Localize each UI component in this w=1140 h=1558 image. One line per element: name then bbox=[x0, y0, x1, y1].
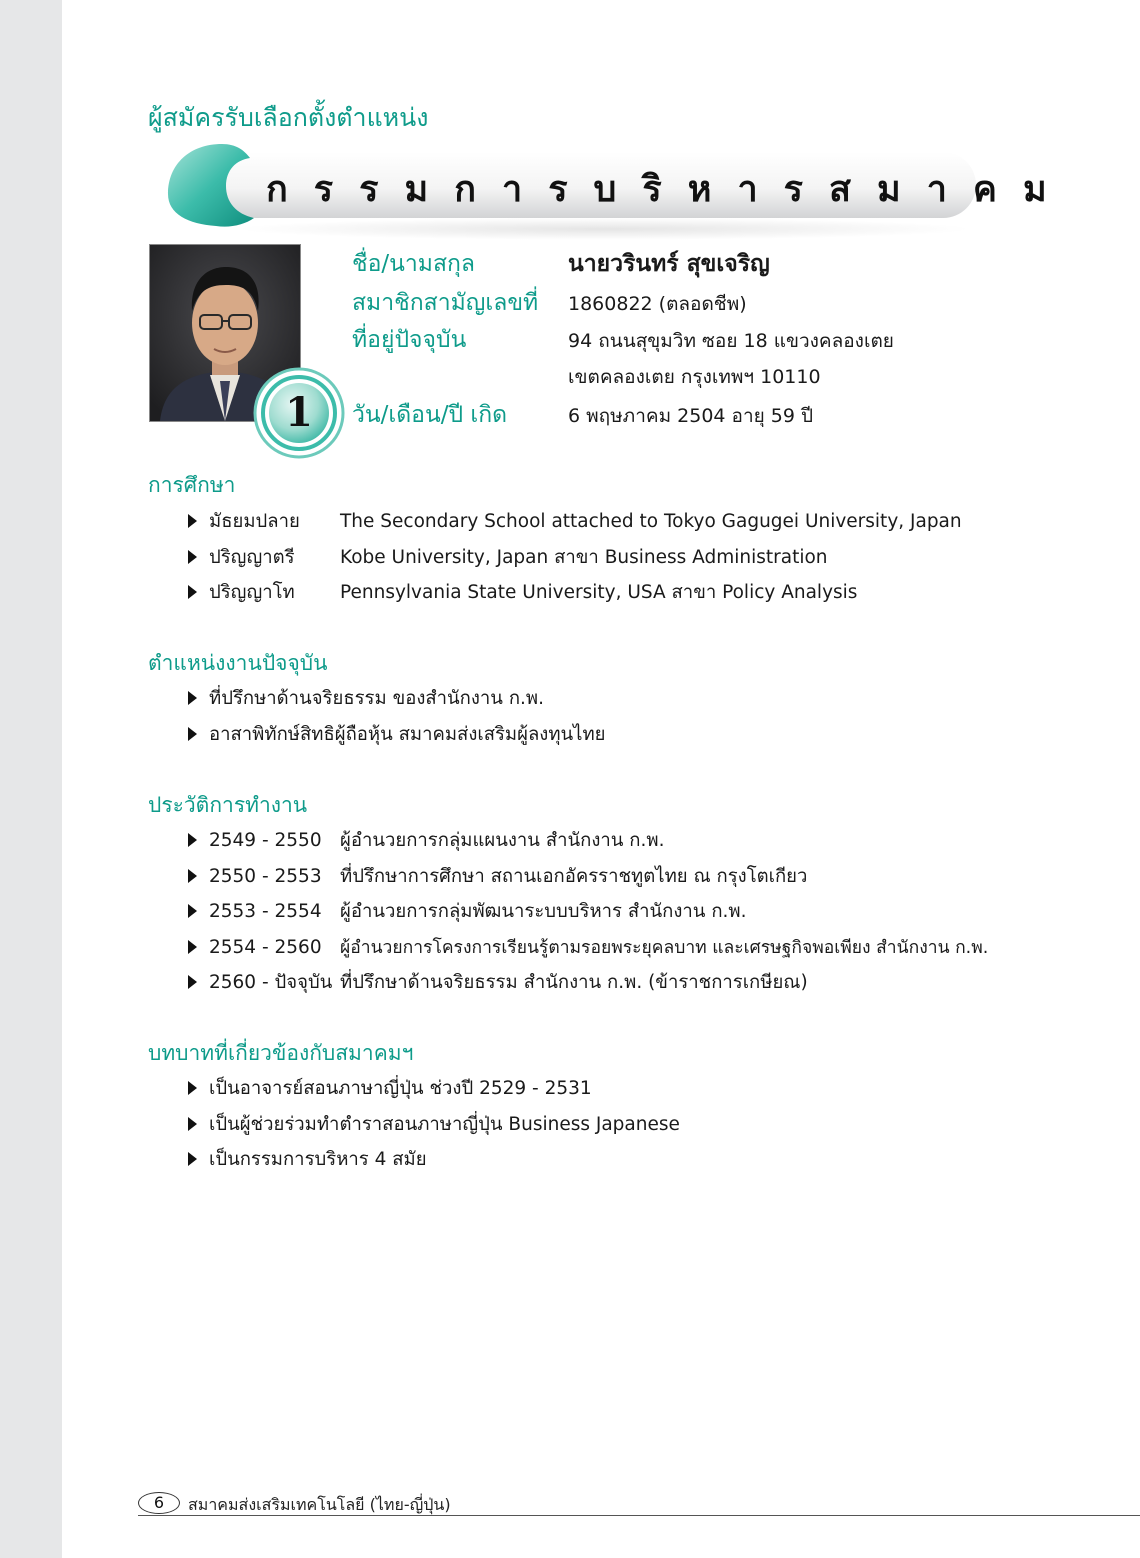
bullet-icon bbox=[188, 869, 197, 883]
address-value-line2: เขตคลองเตย กรุงเทพฯ 10110 bbox=[568, 366, 821, 388]
candidate-number: 1 bbox=[285, 389, 313, 436]
bullet-icon bbox=[188, 1152, 197, 1166]
list-item bbox=[188, 507, 962, 536]
work-period: 2553 - 2554 bbox=[209, 901, 322, 922]
role-text: เป็นกรรมการบริหาร 4 สมัย bbox=[209, 1149, 427, 1170]
list-item bbox=[188, 968, 808, 997]
work-period: 2554 - 2560 bbox=[209, 937, 322, 958]
education-detail: Kobe University, Japan สาขา Business Administration bbox=[340, 547, 828, 568]
birthdate-value: 6 พฤษภาคม 2504 อายุ 59 ปี bbox=[568, 405, 814, 427]
address-value-line1: 94 ถนนสุขุมวิท ซอย 18 แขวงคลองเตย bbox=[568, 330, 894, 352]
position-text: อาสาพิทักษ์สิทธิผู้ถือหุ้น สมาคมส่งเสริมผู้ลงทุนไทย bbox=[209, 724, 606, 745]
banner-shadow bbox=[234, 218, 974, 240]
birthdate-label: วัน/เดือน/ปี เกิด bbox=[352, 402, 508, 428]
work-detail: ที่ปรึกษาด้านจริยธรรม สำนักงาน ก.พ. (ข้าราชการเกษียณ) bbox=[340, 972, 808, 993]
education-level: ปริญญาตรี bbox=[209, 547, 295, 568]
current-position-heading: ตำแหน่งงานปัจจุบัน bbox=[148, 651, 328, 675]
bullet-icon bbox=[188, 975, 197, 989]
member-number-value: 1860822 (ตลอดชีพ) bbox=[568, 293, 747, 315]
education-heading: การศึกษา bbox=[148, 473, 236, 497]
bullet-icon bbox=[188, 1081, 197, 1095]
page-side-strip bbox=[0, 0, 62, 1558]
work-detail: ที่ปรึกษาการศึกษา สถานเอกอัครราชทูตไทย ณ กรุงโตเกียว bbox=[340, 866, 808, 887]
bullet-icon bbox=[188, 691, 197, 705]
list-item bbox=[188, 862, 807, 891]
list-item bbox=[188, 826, 664, 855]
position-text: ที่ปรึกษาด้านจริยธรรม ของสำนักงาน ก.พ. bbox=[209, 688, 544, 709]
list-item bbox=[188, 933, 988, 961]
name-label: ชื่อ/นามสกุล bbox=[352, 251, 476, 277]
list-item bbox=[188, 897, 747, 926]
name-value: นายวรินทร์ สุขเจริญ bbox=[568, 251, 770, 277]
work-period: 2560 - ปัจจุบัน bbox=[209, 972, 333, 993]
role-text: เป็นอาจารย์สอนภาษาญี่ปุ่น ช่วงปี 2529 - 2531 bbox=[209, 1078, 592, 1099]
member-number-label: สมาชิกสามัญเลขที่ bbox=[352, 290, 539, 316]
work-detail: ผู้อำนวยการกลุ่มพัฒนาระบบบริหาร สำนักงาน ก.พ. bbox=[340, 901, 747, 922]
work-period: 2549 - 2550 bbox=[209, 830, 322, 851]
role-text: เป็นผู้ช่วยร่วมทำตำราสอนภาษาญี่ปุ่น Business Japanese bbox=[209, 1114, 680, 1135]
education-level: มัธยมปลาย bbox=[209, 511, 300, 532]
info-row-address bbox=[352, 322, 894, 358]
work-period: 2550 - 2553 bbox=[209, 866, 322, 887]
list-item bbox=[188, 684, 544, 713]
leaf-ornament-icon bbox=[164, 142, 256, 228]
candidate-number-badge bbox=[252, 366, 346, 460]
bullet-icon bbox=[188, 550, 197, 564]
info-row-birthdate bbox=[352, 397, 813, 433]
bullet-icon bbox=[188, 904, 197, 918]
position-title: กรรมการบริหารสมาคม bbox=[266, 169, 1073, 210]
list-item bbox=[188, 578, 857, 607]
work-detail: ผู้อำนวยการกลุ่มแผนงาน สำนักงาน ก.พ. bbox=[340, 830, 665, 851]
bullet-icon bbox=[188, 585, 197, 599]
list-item bbox=[188, 543, 828, 572]
bullet-icon bbox=[188, 833, 197, 847]
list-item bbox=[188, 720, 606, 749]
page-footer bbox=[138, 1490, 1140, 1520]
page-number: 6 bbox=[138, 1492, 180, 1514]
list-item bbox=[188, 1145, 427, 1174]
bullet-icon bbox=[188, 514, 197, 528]
work-history-heading: ประวัติการทำงาน bbox=[148, 793, 308, 817]
education-detail: Pennsylvania State University, USA สาขา Policy Analysis bbox=[340, 582, 858, 603]
work-detail: ผู้อำนวยการโครงการเรียนรู้ตามรอยพระยุคลบาท และเศรษฐกิจพอเพียง สำนักงาน ก.พ. bbox=[340, 938, 989, 958]
bullet-icon bbox=[188, 727, 197, 741]
candidacy-subtitle: ผู้สมัครรับเลือกตั้งตำแหน่ง bbox=[148, 103, 429, 132]
bullet-icon bbox=[188, 1117, 197, 1131]
info-row-member bbox=[352, 285, 747, 321]
publication-name: สมาคมส่งเสริมเทคโนโลยี (ไทย-ญี่ปุ่น) bbox=[188, 1495, 451, 1514]
info-row-name bbox=[352, 246, 770, 282]
title-banner bbox=[164, 142, 1073, 228]
education-detail: The Secondary School attached to Tokyo Gagugei University, Japan bbox=[340, 511, 962, 532]
education-level: ปริญญาโท bbox=[209, 582, 295, 603]
association-roles-heading: บทบาทที่เกี่ยวข้องกับสมาคมฯ bbox=[148, 1041, 414, 1065]
address-label: ที่อยู่ปัจจุบัน bbox=[352, 327, 467, 353]
list-item bbox=[188, 1110, 680, 1139]
bullet-icon bbox=[188, 940, 197, 954]
list-item bbox=[188, 1074, 592, 1103]
